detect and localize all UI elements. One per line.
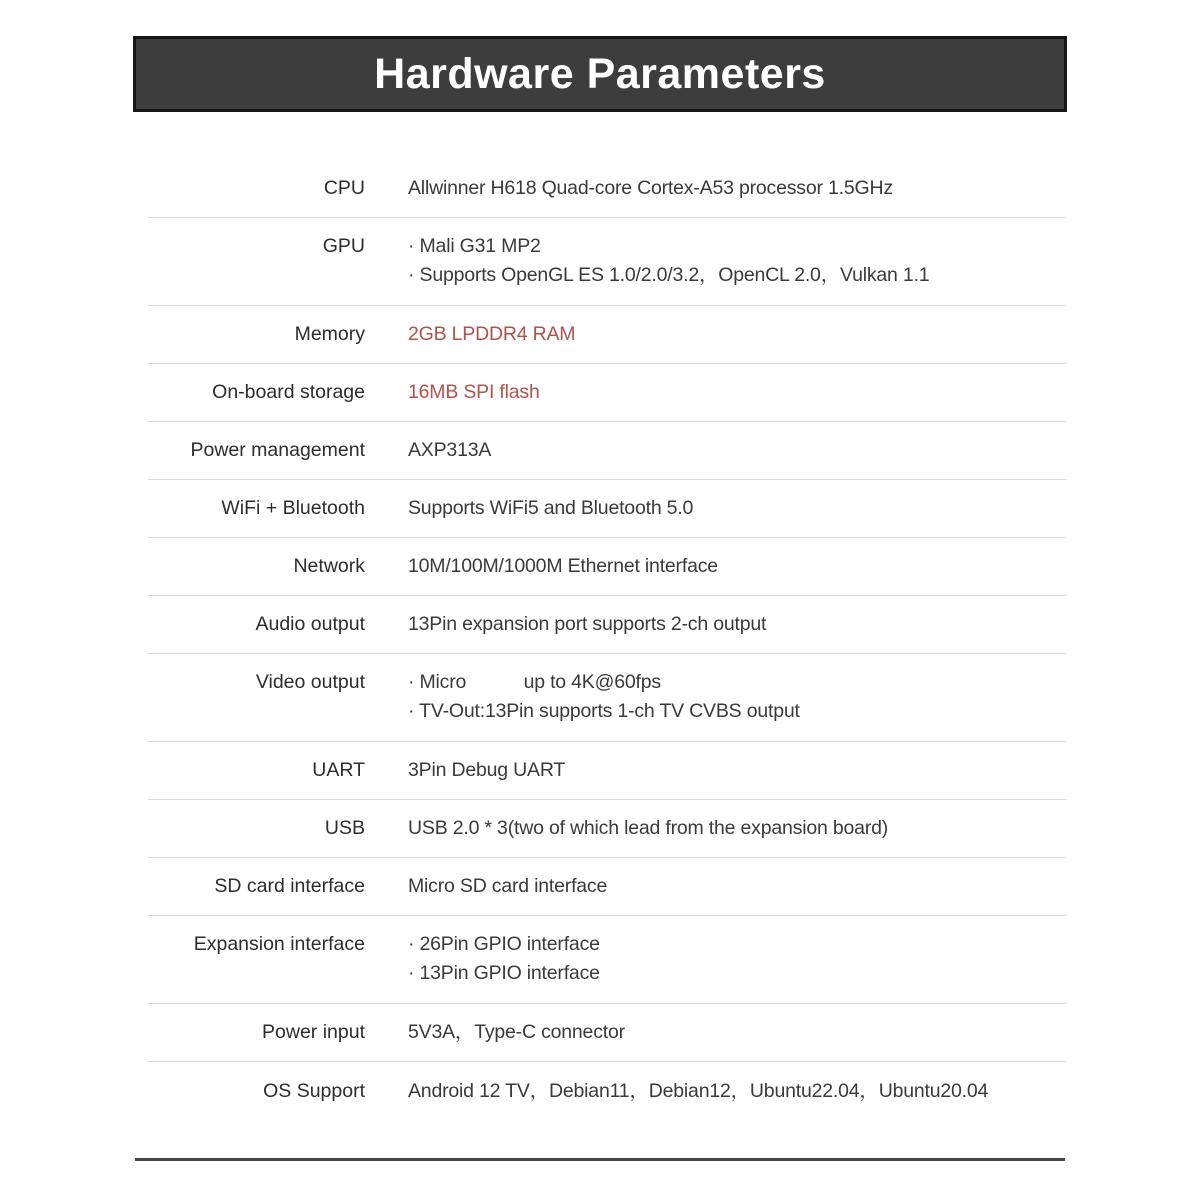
spec-value — [408, 814, 888, 843]
spec-value — [408, 1018, 625, 1047]
spec-value — [408, 1077, 988, 1106]
spec-row-onboard-storage — [148, 364, 1066, 422]
spec-row-audio-output — [148, 596, 1066, 654]
spec-value-line: 16MB SPI flash — [408, 381, 540, 403]
spec-value-line: Allwinner H618 Quad-core Cortex-A53 processor 1.5GHz — [408, 177, 893, 199]
spec-row-network — [148, 538, 1066, 596]
spec-label: CPU — [323, 177, 365, 199]
spec-row-gpu — [148, 218, 1066, 306]
spec-row-power-management — [148, 422, 1066, 480]
spec-row-cpu — [148, 160, 1066, 218]
spec-label: UART — [312, 759, 365, 781]
spec-value — [408, 552, 718, 581]
spec-row-sd-card — [148, 858, 1066, 916]
spec-label: GPU — [322, 235, 365, 257]
spec-label: USB — [324, 817, 365, 839]
spec-row-expansion-interface — [148, 916, 1066, 1004]
spec-label: Expansion interface — [193, 933, 365, 955]
spec-value — [408, 494, 693, 523]
spec-value — [408, 872, 607, 901]
spec-row-wifi-bluetooth — [148, 480, 1066, 538]
spec-value-line: Supports WiFi5 and Bluetooth 5.0 — [408, 497, 694, 519]
spec-row-usb — [148, 800, 1066, 858]
spec-value-line: Android 12 TV，Debian11，Debian12，Ubuntu22.04，Ubuntu20.04 — [408, 1079, 989, 1102]
spec-value-line: · Supports OpenGL ES 1.0/2.0/3.2，OpenCL 2.0，Vulkan 1.1 — [408, 264, 930, 286]
spec-value — [408, 174, 893, 203]
spec-label: SD card interface — [214, 875, 365, 897]
page-title: Hardware Parameters — [374, 49, 826, 98]
spec-value — [408, 436, 491, 465]
spec-value-line: 13Pin expansion port supports 2-ch output — [408, 613, 767, 635]
spec-value-line: · Micro up to 4K@60fps — [408, 671, 661, 693]
spec-value-line: Micro SD card interface — [408, 875, 608, 897]
spec-value — [408, 610, 766, 639]
spec-value-line: · 26Pin GPIO interface — [408, 933, 600, 955]
spec-label: Audio output — [255, 613, 365, 635]
spec-value — [408, 320, 575, 349]
spec-row-video-output — [148, 654, 1066, 742]
spec-value — [408, 232, 929, 290]
spec-label: Power input — [262, 1021, 365, 1043]
spec-label: Video output — [255, 671, 365, 693]
spec-label: On-board storage — [212, 381, 365, 403]
spec-row-uart — [148, 742, 1066, 800]
spec-value-line: 3Pin Debug UART — [408, 759, 566, 781]
spec-value — [408, 668, 800, 726]
spec-value-line: · Mali G31 MP2 — [408, 235, 541, 257]
spec-row-power-input — [148, 1004, 1066, 1062]
spec-label: Network — [293, 555, 365, 577]
spec-value-line: · TV-Out:13Pin supports 1-ch TV CVBS output — [408, 700, 800, 722]
spec-label: Memory — [294, 323, 365, 345]
spec-value-line: 5V3A，Type-C connector — [408, 1021, 625, 1043]
spec-value — [408, 378, 540, 407]
spec-value-line: USB 2.0 * 3(two of which lead from the expansion board) — [408, 817, 889, 839]
spec-value-line: · 13Pin GPIO interface — [408, 962, 600, 984]
spec-table — [148, 160, 1066, 1120]
spec-value-line: 2GB LPDDR4 RAM — [408, 323, 576, 345]
spec-value — [408, 930, 600, 988]
spec-value — [408, 756, 565, 785]
spec-value-line: AXP313A — [408, 439, 492, 461]
header-bar — [133, 36, 1067, 112]
spec-label: WiFi + Bluetooth — [221, 497, 365, 519]
spec-row-os-support — [148, 1062, 1066, 1120]
spec-value-line: 10M/100M/1000M Ethernet interface — [408, 555, 718, 577]
spec-label: OS Support — [263, 1079, 365, 1102]
spec-row-memory — [148, 306, 1066, 364]
spec-label: Power management — [190, 439, 365, 461]
bottom-divider — [135, 1158, 1065, 1161]
